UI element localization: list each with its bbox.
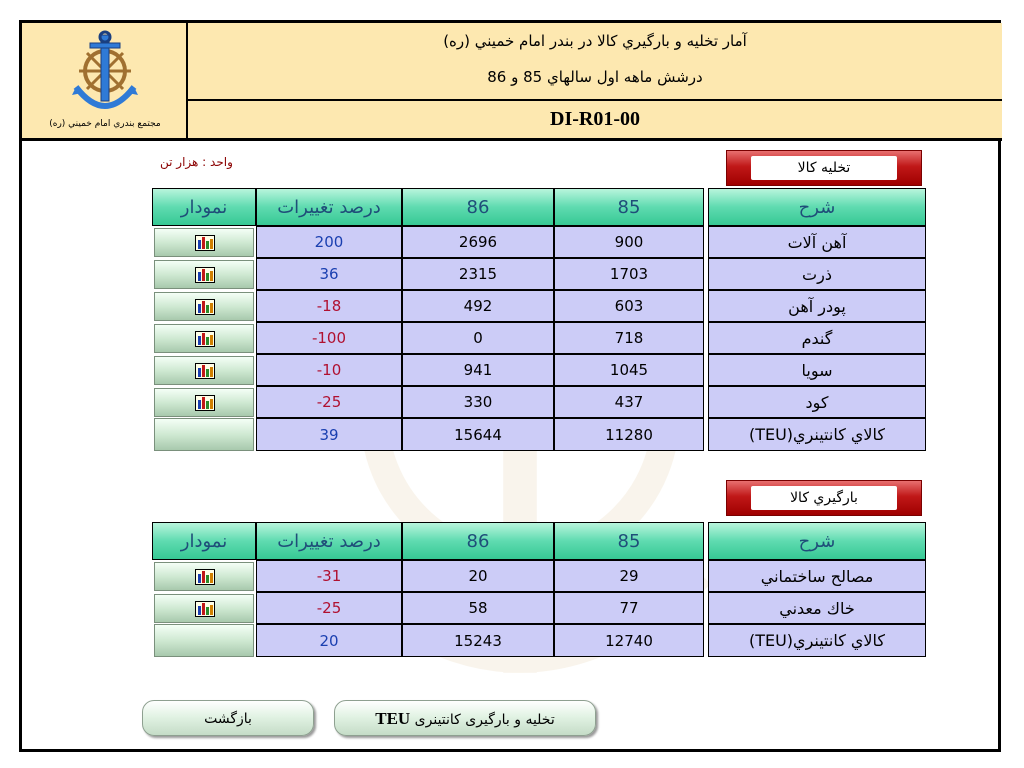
report-title: آمار تخليه و بارگيري كالا در بندر امام خميني (ره) — [443, 32, 747, 50]
desc-cell: گندم — [708, 322, 926, 354]
pct-change-cell: 20 — [256, 624, 402, 657]
unloading-tab[interactable] — [726, 150, 922, 186]
table-row — [152, 560, 926, 592]
value-85-cell: 603 — [554, 290, 704, 322]
pct-change-cell: 200 — [256, 226, 402, 258]
col-header-desc: شرح — [708, 188, 926, 226]
pct-change-cell: -25 — [256, 386, 402, 418]
logo-cell — [22, 23, 188, 138]
chart-button[interactable] — [154, 292, 254, 321]
desc-cell: ذرت — [708, 258, 926, 290]
unit-label: واحد : هزار تن — [160, 155, 233, 169]
back-button[interactable] — [142, 700, 314, 736]
value-85-cell: 1045 — [554, 354, 704, 386]
chart-button[interactable] — [154, 356, 254, 385]
desc-cell: سويا — [708, 354, 926, 386]
unloading-tab-label: تخليه كالا — [751, 156, 897, 180]
loading-tab-label: بارگيري كالا — [751, 486, 897, 510]
col-header-85: 85 — [554, 188, 704, 226]
value-85-cell: 29 — [554, 560, 704, 592]
pct-change-cell: -31 — [256, 560, 402, 592]
desc-cell: كالاي كانتينري(TEU) — [708, 418, 926, 451]
chart-button[interactable] — [154, 388, 254, 417]
bar-chart-icon — [195, 235, 215, 255]
value-85-cell: 900 — [554, 226, 704, 258]
col-header-85: 85 — [554, 522, 704, 560]
value-86-cell: 0 — [402, 322, 554, 354]
table-row — [152, 592, 926, 624]
value-86-cell: 15243 — [402, 624, 554, 657]
desc-cell: خاك معدني — [708, 592, 926, 624]
col-header-pct: درصد تغييرات — [256, 522, 402, 560]
col-header-86: 86 — [402, 522, 554, 560]
value-86-cell: 2696 — [402, 226, 554, 258]
report-code: DI-R01-00 — [550, 108, 640, 130]
report-header — [22, 23, 1002, 141]
desc-cell: آهن آلات — [708, 226, 926, 258]
desc-cell: پودر آهن — [708, 290, 926, 322]
table-row — [152, 226, 926, 258]
pct-change-cell: -10 — [256, 354, 402, 386]
loading-tab[interactable] — [726, 480, 922, 516]
value-86-cell: 941 — [402, 354, 554, 386]
loading-table — [152, 522, 926, 657]
report-subtitle: درشش ماهه اول سالهاي 85 و 86 — [487, 68, 703, 86]
desc-cell: مصالح ساختماني — [708, 560, 926, 592]
bar-chart-icon — [195, 331, 215, 351]
bar-chart-icon — [195, 299, 215, 319]
container-stats-button[interactable] — [334, 700, 596, 736]
anchor-wheel-logo-icon — [64, 29, 146, 117]
value-85-cell: 11280 — [554, 418, 704, 451]
pct-change-cell: -18 — [256, 290, 402, 322]
col-header-86: 86 — [402, 188, 554, 226]
chart-button-empty[interactable] — [154, 418, 254, 451]
table-row — [152, 624, 926, 657]
bar-chart-icon — [195, 601, 215, 621]
value-86-cell: 15644 — [402, 418, 554, 451]
chart-button[interactable] — [154, 562, 254, 591]
value-85-cell: 437 — [554, 386, 704, 418]
pct-change-cell: -100 — [256, 322, 402, 354]
value-85-cell: 1703 — [554, 258, 704, 290]
table-row — [152, 354, 926, 386]
chart-button[interactable] — [154, 260, 254, 289]
pct-change-cell: -25 — [256, 592, 402, 624]
col-header-desc: شرح — [708, 522, 926, 560]
table-row — [152, 290, 926, 322]
table-row — [152, 258, 926, 290]
pct-change-cell: 36 — [256, 258, 402, 290]
bar-chart-icon — [195, 569, 215, 589]
container-button-teu: TEU — [375, 709, 411, 728]
logo-caption: مجتمع بندري امام خميني (ره) — [49, 119, 161, 129]
col-header-pct: درصد تغييرات — [256, 188, 402, 226]
desc-cell: كود — [708, 386, 926, 418]
unloading-table — [152, 188, 926, 451]
value-86-cell: 330 — [402, 386, 554, 418]
value-86-cell: 58 — [402, 592, 554, 624]
desc-cell: كالاي كانتينري(TEU) — [708, 624, 926, 657]
bar-chart-icon — [195, 395, 215, 415]
value-85-cell: 718 — [554, 322, 704, 354]
value-85-cell: 12740 — [554, 624, 704, 657]
chart-button[interactable] — [154, 594, 254, 623]
value-86-cell: 20 — [402, 560, 554, 592]
chart-button[interactable] — [154, 324, 254, 353]
title-cell — [188, 23, 1002, 101]
chart-button[interactable] — [154, 228, 254, 257]
value-86-cell: 492 — [402, 290, 554, 322]
pct-change-cell: 39 — [256, 418, 402, 451]
chart-button-empty[interactable] — [154, 624, 254, 657]
bar-chart-icon — [195, 363, 215, 383]
col-header-chart: نمودار — [152, 188, 256, 226]
table-row — [152, 386, 926, 418]
col-header-chart: نمودار — [152, 522, 256, 560]
container-button-label: تخليه و بارگيری کانتينری — [414, 712, 555, 728]
value-85-cell: 77 — [554, 592, 704, 624]
bar-chart-icon — [195, 267, 215, 287]
back-button-label: بازگشت — [204, 711, 252, 727]
table-row — [152, 322, 926, 354]
table-row — [152, 418, 926, 451]
value-86-cell: 2315 — [402, 258, 554, 290]
